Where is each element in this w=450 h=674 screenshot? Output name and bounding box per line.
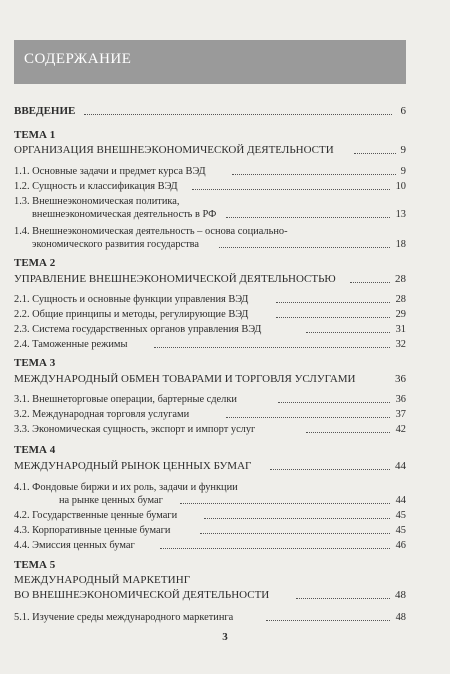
- toc-page-number: 28: [395, 273, 406, 285]
- contents-banner: [14, 40, 406, 84]
- leader-dots: [296, 598, 390, 599]
- toc-entry-label: 2.4. Таможенные режимы: [14, 339, 128, 350]
- toc-entry-label: внешнеэкономическая деятельность в РФ: [32, 209, 217, 220]
- leader-dots: [354, 153, 396, 154]
- toc-entry-1-4-line1: 1.4. Внешнеэкономическая деятельность – основа социально-: [14, 226, 288, 237]
- toc-entry-label: 4.3. Корпоративные ценные бумаги: [14, 525, 171, 536]
- leader-dots: [160, 548, 390, 549]
- leader-dots: [232, 174, 396, 175]
- toc-page-number: 10: [395, 181, 406, 192]
- topic-5-title: ВО ВНЕШНЕЭКОНОМИЧЕСКОЙ ДЕЯТЕЛЬНОСТИ: [14, 589, 270, 601]
- toc-entry-label: 2.3. Система государственных органов управления ВЭД: [14, 324, 262, 335]
- toc-entry-label: на рынке ценных бумаг: [59, 495, 163, 506]
- leader-dots: [84, 114, 392, 115]
- toc-page-number: 28: [395, 294, 406, 305]
- leader-dots: [154, 347, 390, 348]
- toc-page-number: 48: [395, 612, 406, 623]
- topic-1-title: ОРГАНИЗАЦИЯ ВНЕШНЕЭКОНОМИЧЕСКОЙ ДЕЯТЕЛЬНОСТИ: [14, 144, 334, 156]
- toc-entry-label: 1.2. Сущность и классификация ВЭД: [14, 181, 178, 192]
- toc-entry-label: 3.1. Внешнеторговые операции, бартерные сделки: [14, 394, 237, 405]
- toc-entry-label: 2.2. Общие принципы и методы, регулирующие ВЭД: [14, 309, 249, 320]
- toc-page-number: 6: [400, 105, 406, 117]
- topic-2-title: УПРАВЛЕНИЕ ВНЕШНЕЭКОНОМИЧЕСКОЙ ДЕЯТЕЛЬНОСТЬЮ: [14, 273, 336, 285]
- leader-dots: [226, 217, 390, 218]
- toc-entry-label: 2.1. Сущность и основные функции управления ВЭД: [14, 294, 249, 305]
- toc-page-number: 29: [395, 309, 406, 320]
- toc-page-number: 13: [395, 209, 406, 220]
- topic-4-label: ТЕМА 4: [14, 444, 56, 456]
- leader-dots: [192, 189, 390, 190]
- toc-page-number: 45: [395, 510, 406, 521]
- leader-dots: [306, 432, 390, 433]
- toc-entry-4-1-line1: 4.1. Фондовые биржи и их роль, задачи и функции: [14, 482, 238, 493]
- toc-entry-label: 3.3. Экономическая сущность, экспорт и импорт услуг: [14, 424, 256, 435]
- leader-dots: [306, 332, 390, 333]
- toc-page-number: 9: [400, 166, 406, 177]
- leader-dots: [200, 533, 390, 534]
- leader-dots: [266, 620, 390, 621]
- leader-dots: [180, 503, 390, 504]
- leader-dots: [270, 469, 390, 470]
- toc-entry-label: 4.2. Государственные ценные бумаги: [14, 510, 178, 521]
- toc-page-number: 44: [395, 495, 406, 506]
- toc-page-number: 36: [395, 394, 406, 405]
- topic-2-label: ТЕМА 2: [14, 257, 56, 269]
- topic-4-title: МЕЖДУНАРОДНЫЙ РЫНОК ЦЕННЫХ БУМАГ: [14, 460, 252, 472]
- leader-dots: [276, 302, 390, 303]
- toc-entry-1-3-line1: 1.3. Внешнеэкономическая политика,: [14, 196, 180, 207]
- toc-entry-label: 3.2. Международная торговля услугами: [14, 409, 190, 420]
- toc-page-number: 18: [395, 239, 406, 250]
- topic-1-label: ТЕМА 1: [14, 129, 56, 141]
- leader-dots: [278, 402, 390, 403]
- toc-page-number: 32: [395, 339, 406, 350]
- toc-page-number: 37: [395, 409, 406, 420]
- toc-page-number: 44: [395, 460, 406, 472]
- toc-page-number: 42: [395, 424, 406, 435]
- topic-3-label: ТЕМА 3: [14, 357, 56, 369]
- toc-entry-label: 1.1. Основные задачи и предмет курса ВЭД: [14, 166, 206, 177]
- toc-page-number: 45: [395, 525, 406, 536]
- leader-dots: [219, 247, 390, 248]
- toc-page-number: 31: [395, 324, 406, 335]
- topic-3-title: МЕЖДУНАРОДНЫЙ ОБМЕН ТОВАРАМИ И ТОРГОВЛЯ УСЛУГАМИ: [14, 373, 356, 385]
- contents-heading: СОДЕРЖАНИЕ: [24, 51, 132, 67]
- toc-page-number: 48: [395, 589, 406, 601]
- toc-page-number: 46: [395, 540, 406, 551]
- toc-entry-label: 4.4. Эмиссия ценных бумаг: [14, 540, 135, 551]
- toc-entry-label: ВВЕДЕНИЕ: [14, 105, 76, 117]
- toc-page-number: 9: [400, 144, 406, 156]
- leader-dots: [276, 317, 390, 318]
- toc-entry-label: 5.1. Изучение среды международного маркетинга: [14, 612, 234, 623]
- leader-dots: [204, 518, 390, 519]
- toc-entry-label: экономического развития государства: [32, 239, 200, 250]
- leader-dots: [226, 417, 390, 418]
- topic-5-label: ТЕМА 5: [14, 559, 56, 571]
- topic-5-title-line1: МЕЖДУНАРОДНЫЙ МАРКЕТИНГ: [14, 574, 191, 586]
- leader-dots: [350, 282, 390, 283]
- page-number: 3: [222, 631, 228, 643]
- toc-page-number: 36: [395, 373, 406, 385]
